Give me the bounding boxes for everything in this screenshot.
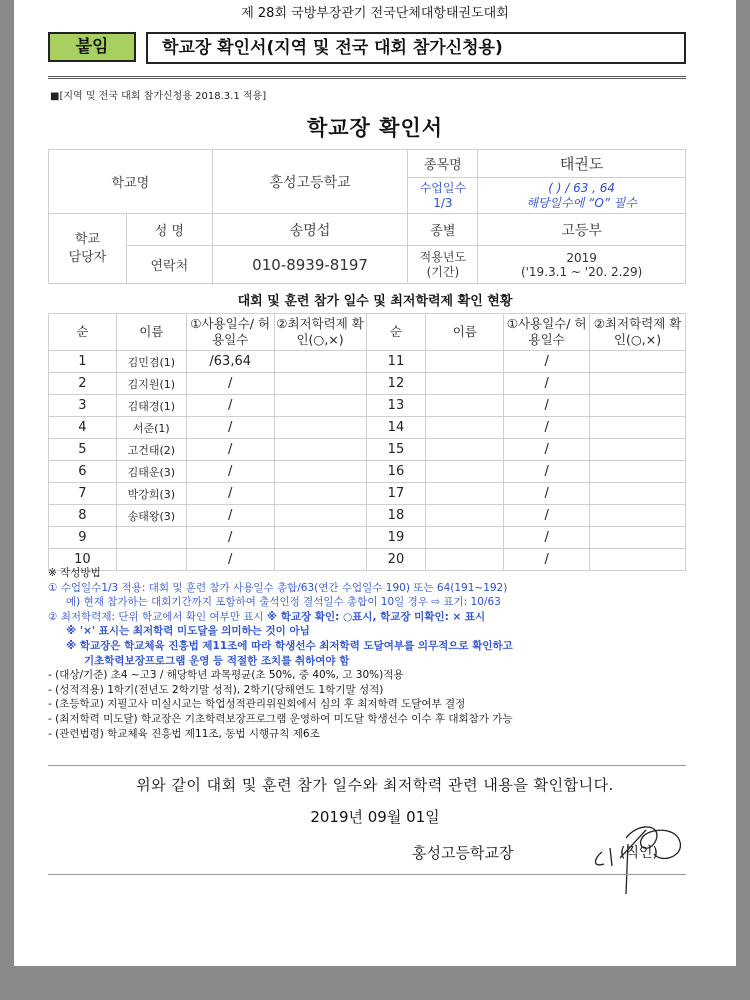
row-number: 5 bbox=[49, 439, 117, 461]
class-days-note: 해당일수에 “O” 필수 bbox=[526, 195, 637, 210]
teacher-label: 학교 담당자 bbox=[49, 214, 127, 284]
year-value: 2019 bbox=[566, 250, 597, 265]
row-number: 4 bbox=[49, 417, 117, 439]
days-used: / bbox=[504, 395, 590, 417]
table-row bbox=[49, 373, 686, 395]
student-name bbox=[116, 527, 186, 549]
student-name bbox=[426, 395, 504, 417]
student-name bbox=[426, 483, 504, 505]
row-number: 19 bbox=[366, 527, 426, 549]
header-name: 이름 bbox=[426, 314, 504, 351]
table-row bbox=[49, 505, 686, 527]
name-value: 송명섭 bbox=[212, 214, 408, 246]
application-note: ■[지역 및 전국 대회 참가신청용 2018.3.1 적용] bbox=[50, 91, 267, 102]
notes-heading: ※ 작성방법 bbox=[48, 567, 101, 579]
category-label: 종별 bbox=[408, 214, 478, 246]
days-used: / bbox=[504, 505, 590, 527]
table-row bbox=[49, 461, 686, 483]
year-label: 적용년도 (기간) bbox=[408, 246, 478, 284]
days-used: / bbox=[504, 439, 590, 461]
grade-check bbox=[590, 351, 686, 373]
header-num: 순 bbox=[366, 314, 426, 351]
seal-label: (직인) bbox=[620, 845, 658, 861]
student-name: 김태경(1) bbox=[116, 395, 186, 417]
note-2a: ② 최저학력제: 단위 학교에서 확인 여부만 표시 bbox=[48, 610, 264, 623]
days-used: / bbox=[186, 417, 274, 439]
contact-value: 010-8939-8197 bbox=[212, 246, 408, 284]
student-name: 김지원(1) bbox=[116, 373, 186, 395]
student-name bbox=[426, 527, 504, 549]
class-days-value: ( ) / 63 , 64 bbox=[548, 180, 616, 195]
note-1a: ① 수업일수1/3 적용: 대회 및 훈련 참가 사용일수 총합/63(연간 수업일수 190) 또는 64(191~192) bbox=[48, 581, 508, 594]
grade-check bbox=[274, 439, 366, 461]
year-cell bbox=[478, 246, 686, 284]
note-5: - (대상/기준) 초4 ~고3 / 해당학년 과목평균(초 50%, 중 40%, 고 30%)적용 bbox=[48, 669, 404, 682]
row-number: 17 bbox=[366, 483, 426, 505]
row-number: 16 bbox=[366, 461, 426, 483]
days-used: /63,64 bbox=[186, 351, 274, 373]
header-days: ①사용일수/ 허용일수 bbox=[186, 314, 274, 351]
days-used: / bbox=[504, 483, 590, 505]
table-row bbox=[49, 483, 686, 505]
sport-value: 태권도 bbox=[478, 150, 686, 178]
class-days-cell bbox=[478, 178, 686, 214]
grade-check bbox=[590, 439, 686, 461]
sport-label: 종목명 bbox=[408, 150, 478, 178]
note-2 bbox=[48, 610, 698, 625]
category-value: 고등부 bbox=[478, 214, 686, 246]
student-name bbox=[426, 505, 504, 527]
note-7: - (초등학교) 지필고사 미실시교는 학업성적관리위원회에서 심의 후 최저학력 도달여부 결정 bbox=[48, 698, 466, 711]
table-row bbox=[49, 395, 686, 417]
grade-check bbox=[590, 461, 686, 483]
header-grade: ②최저학력제 확인(○,×) bbox=[590, 314, 686, 351]
date: 2019년 09월 01일 bbox=[310, 808, 440, 826]
note-6: - (성적적용) 1학기(전년도 2학기말 성적), 2학기(당해연도 1학기말 성적) bbox=[48, 683, 384, 696]
table-row bbox=[49, 351, 686, 373]
row-number: 9 bbox=[49, 527, 117, 549]
student-name: 박강희(3) bbox=[116, 483, 186, 505]
divider bbox=[48, 874, 686, 875]
grade-check bbox=[274, 351, 366, 373]
student-name bbox=[426, 417, 504, 439]
days-used: / bbox=[186, 461, 274, 483]
days-used: / bbox=[504, 351, 590, 373]
table-row bbox=[49, 439, 686, 461]
row-number: 12 bbox=[366, 373, 426, 395]
section-title: 대회 및 훈련 참가 일수 및 최저학력제 확인 현황 bbox=[237, 294, 513, 309]
days-used: / bbox=[186, 439, 274, 461]
row-number: 8 bbox=[49, 505, 117, 527]
days-used: / bbox=[504, 549, 590, 571]
grade-check bbox=[274, 395, 366, 417]
note-3: ※ '×' 표시는 최저학력 미도달을 의미하는 것이 아님 bbox=[66, 625, 310, 638]
days-used: / bbox=[186, 483, 274, 505]
days-used: / bbox=[504, 461, 590, 483]
grade-check bbox=[590, 527, 686, 549]
table-row bbox=[49, 527, 686, 549]
grade-check bbox=[590, 373, 686, 395]
days-used: / bbox=[186, 505, 274, 527]
row-number: 11 bbox=[366, 351, 426, 373]
grade-check bbox=[274, 527, 366, 549]
row-number: 20 bbox=[366, 549, 426, 571]
note-4b: 기초학력보장프로그램 운영 등 적절한 조치를 취하여야 함 bbox=[84, 654, 350, 667]
grade-check bbox=[590, 505, 686, 527]
document-title: 학교장 확인서 bbox=[306, 116, 444, 140]
student-name: 김민겸(1) bbox=[116, 351, 186, 373]
days-used: / bbox=[186, 395, 274, 417]
instructions bbox=[48, 566, 698, 741]
signature-icon bbox=[584, 818, 694, 898]
row-number: 14 bbox=[366, 417, 426, 439]
row-number: 18 bbox=[366, 505, 426, 527]
note-9: - (관련법령) 학교체육 진흥법 제11조, 동법 시행규칙 제6조 bbox=[48, 727, 320, 740]
attachment-badge: 붙임 bbox=[48, 32, 136, 62]
confirmation-text: 위와 같이 대회 및 훈련 참가 일수와 최저학력 관련 내용을 확인합니다. bbox=[136, 776, 614, 794]
row-number: 3 bbox=[49, 395, 117, 417]
grade-check bbox=[590, 483, 686, 505]
year-period: ('19.3.1 ~ '20. 2.29) bbox=[520, 264, 643, 279]
header-days: ①사용일수/ 허용일수 bbox=[504, 314, 590, 351]
grade-check bbox=[274, 483, 366, 505]
student-name: 고건태(2) bbox=[116, 439, 186, 461]
school-label: 학교명 bbox=[49, 150, 213, 214]
row-number: 6 bbox=[49, 461, 117, 483]
contact-label: 연락처 bbox=[126, 246, 212, 284]
row-number: 10 bbox=[49, 549, 117, 571]
row-number: 1 bbox=[49, 351, 117, 373]
divider bbox=[48, 76, 686, 79]
divider bbox=[48, 765, 686, 766]
note-4a: ※ 학교장은 학교체육 진흥법 제11조에 따라 학생선수 최저학력 도달여부를 의무적으로 확인하고 bbox=[66, 639, 513, 652]
note-8: - (최저학력 미도달) 학교장은 기초학력보장프로그램 운영하여 미도달 학생선수 이수 후 대회참가 가능 bbox=[48, 712, 513, 725]
participation-table bbox=[48, 313, 686, 571]
header-num: 순 bbox=[49, 314, 117, 351]
student-name: 서준(1) bbox=[116, 417, 186, 439]
document-page bbox=[14, 0, 736, 966]
row-number: 7 bbox=[49, 483, 117, 505]
student-name bbox=[426, 351, 504, 373]
row-number: 13 bbox=[366, 395, 426, 417]
days-used: / bbox=[186, 527, 274, 549]
header-title: 학교장 확인서(지역 및 전국 대회 참가신청용) bbox=[146, 32, 686, 64]
info-table bbox=[48, 149, 686, 284]
days-used: / bbox=[504, 373, 590, 395]
student-name: 김태운(3) bbox=[116, 461, 186, 483]
row-number: 15 bbox=[366, 439, 426, 461]
class-days-label: 수업일수 1/3 bbox=[408, 178, 478, 214]
student-name bbox=[426, 439, 504, 461]
note-1b: 예) 현재 참가하는 대회기간까지 포함하여 출석인정 결석일수 총합이 10일 경우 ⇨ 표기: 10/63 bbox=[66, 596, 501, 609]
header-name: 이름 bbox=[116, 314, 186, 351]
days-used: / bbox=[504, 417, 590, 439]
grade-check bbox=[274, 505, 366, 527]
student-name bbox=[426, 461, 504, 483]
row-number: 2 bbox=[49, 373, 117, 395]
grade-check bbox=[590, 395, 686, 417]
days-used: / bbox=[186, 373, 274, 395]
note-2b: ※ 학교장 확인: ○표시, 학교장 미확인: × 표시 bbox=[266, 610, 486, 623]
header-grade: ②최저학력제 확인(○,×) bbox=[274, 314, 366, 351]
days-used: / bbox=[186, 549, 274, 571]
grade-check bbox=[274, 417, 366, 439]
student-name: 송태왕(3) bbox=[116, 505, 186, 527]
student-name bbox=[426, 373, 504, 395]
days-used: / bbox=[504, 527, 590, 549]
grade-check bbox=[590, 417, 686, 439]
table-row bbox=[49, 417, 686, 439]
event-title: 제 28회 국방부장관기 전국단체대항태권도대회 bbox=[241, 6, 509, 21]
principal-name: 홍성고등학교장 bbox=[412, 844, 514, 862]
grade-check bbox=[274, 373, 366, 395]
name-label: 성 명 bbox=[126, 214, 212, 246]
school-value: 홍성고등학교 bbox=[212, 150, 408, 214]
grade-check bbox=[274, 461, 366, 483]
